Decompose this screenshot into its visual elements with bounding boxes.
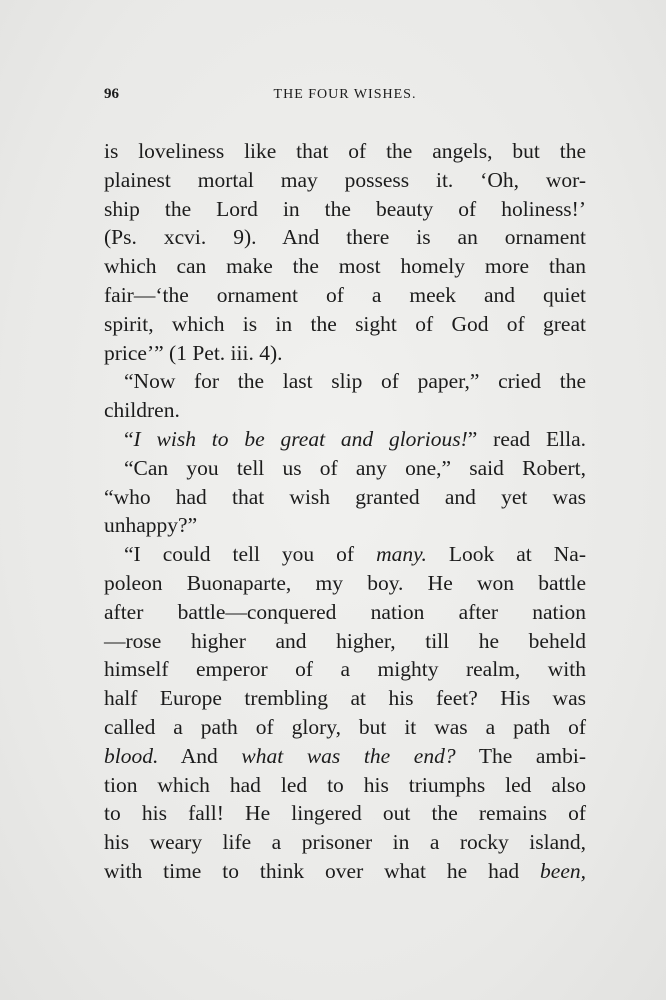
text-line: [104, 857, 586, 886]
text-segment: with time to think over what he had: [104, 858, 541, 883]
text-line: [104, 223, 586, 252]
text-line: [104, 396, 586, 425]
text-line: [104, 310, 586, 339]
text-segment: ship the Lord in the beauty of holiness!’: [104, 196, 586, 221]
text-segment: children.: [104, 398, 180, 423]
text-segment: Look at Na-: [426, 542, 586, 567]
text-line: [104, 367, 586, 396]
text-line: [104, 483, 586, 512]
text-line: [104, 454, 586, 483]
text-segment: “Can you tell us of any one,” said Robert,: [124, 455, 586, 480]
text-segment: after battle—conquered nation after nation: [104, 599, 586, 624]
text-line: [104, 771, 586, 800]
text-line: [104, 742, 586, 771]
text-segment: half Europe trembling at his feet? His was: [104, 686, 586, 711]
text-segment: “I could tell you of: [124, 542, 377, 567]
text-line: [104, 713, 586, 742]
text-segment: plainest mortal may possess it. ‘Oh, wor-: [104, 167, 586, 192]
text-line: [104, 540, 586, 569]
text-segment: himself emperor of a mighty realm, with: [104, 657, 586, 682]
page-header: [104, 86, 586, 108]
text-segment: tion which had led to his triumphs led also: [104, 772, 586, 797]
page-number: 96: [104, 86, 119, 102]
text-line: [104, 511, 586, 540]
italic-text: been,: [540, 858, 586, 883]
text-segment: which can make the most homely more than: [104, 254, 586, 279]
italic-text: blood.: [104, 743, 159, 768]
text-segment: to his fall! He lingered out the remains of: [104, 801, 586, 826]
italic-text: many.: [376, 542, 427, 567]
text-segment: (Ps. xcvi. 9). And there is an ornament: [104, 225, 586, 250]
text-segment: fair—‘the ornament of a meek and quiet: [104, 282, 586, 307]
text-line: [104, 339, 586, 368]
text-segment: poleon Buonaparte, my boy. He won battle: [104, 570, 586, 595]
text-segment: unhappy?”: [104, 513, 198, 538]
text-segment: “: [124, 426, 134, 451]
text-segment: —rose higher and higher, till he beheld: [104, 628, 586, 653]
text-segment: And: [158, 743, 242, 768]
text-line: [104, 655, 586, 684]
italic-text: what was the end?: [241, 743, 456, 768]
text-segment: “who had that wish granted and yet was: [104, 484, 586, 509]
running-title: THE FOUR WISHES.: [273, 87, 417, 102]
text-line: [104, 627, 586, 656]
text-line: [104, 799, 586, 828]
text-segment: his weary life a prisoner in a rocky island,: [104, 830, 586, 855]
text-segment: ” read Ella.: [467, 426, 586, 451]
text-line: [104, 684, 586, 713]
text-line: [104, 195, 586, 224]
text-segment: The ambi-: [455, 743, 586, 768]
body-text: [104, 137, 586, 886]
text-line: [104, 281, 586, 310]
text-segment: is loveliness like that of the angels, but the: [104, 139, 586, 163]
text-segment: price’” (1 Pet. iii. 4).: [104, 340, 283, 365]
text-line: [104, 137, 586, 166]
text-segment: spirit, which is in the sight of God of great: [104, 311, 586, 336]
text-line: [104, 166, 586, 195]
italic-text: I wish to be great and glorious!: [133, 426, 468, 451]
text-line: [104, 828, 586, 857]
text-line: [104, 569, 586, 598]
text-segment: called a path of glory, but it was a path of: [104, 714, 586, 739]
text-segment: “Now for the last slip of paper,” cried the: [124, 369, 586, 394]
text-line: [104, 598, 586, 627]
text-line: [104, 425, 586, 454]
text-line: [104, 252, 586, 281]
